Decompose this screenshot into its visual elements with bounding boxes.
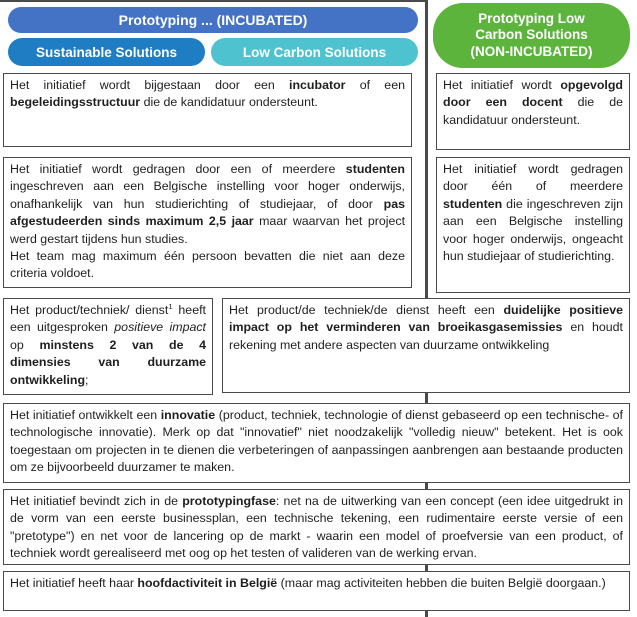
top-border-line bbox=[0, 0, 428, 2]
box-ghg-impact: Het product/de techniek/de dienst heeft een duidelijke positieve impact op het verminderen van broeikasgasemissies en houdt rekening met andere aspecten van duurzame ontwikkeling bbox=[222, 298, 630, 393]
sustainable-solutions-pill: Sustainable Solutions bbox=[8, 38, 205, 66]
low-carbon-solutions-pill: Low Carbon Solutions bbox=[211, 38, 418, 66]
box-innovation: Het initiatief ontwikkelt een innovatie (product, techniek, technologie of dienst gebaseerd op een technische- of technologische innovatie). Merk op dat "innovatief" niet noodzakelijk "volledig nieuw" betekent. Het is ook toegestaan om projecten in te dienen die verbeteringen of aanpassingen aanbrengen aan bestaande producten om ze bijvoorbeeld duurzamer te maken. bbox=[3, 403, 630, 483]
incubated-header: Prototyping ... (INCUBATED) bbox=[8, 7, 418, 33]
box-incubator-support: Het initiatief wordt bijgestaan door een incubator of een begeleidingsstructuur die de kandidatuur ondersteunt. bbox=[3, 73, 412, 147]
box-students-incubated: Het initiatief wordt gedragen door een of meerdere studenten ingeschreven aan een Belgische instelling voor hoger onderwijs, onafhankelijk van hun studierichting of studiejaar, of door pas afgestudeerden sinds maximum 2,5 jaar maar waarvan het project werd gestart tijdens hun studies. Het team mag maximum één persoon bevatten die niet aan deze criteria voldoet. bbox=[3, 157, 412, 288]
box-docent-support: Het initiatief wordt opgevolgd door een docent die de kandidatuur ondersteunt. bbox=[436, 73, 630, 150]
box-sustainability-impact: Het product/techniek/ dienst$^1$ heeft een uitgesproken positieve impact op minstens 2 van de 4 dimensies van duurzame ontwikkeling; bbox=[3, 298, 213, 395]
box-belgium-activity: Het initiatief heeft haar hoofdactiviteit in België (maar mag activiteiten hebben die buiten België doorgaan.) bbox=[3, 571, 630, 611]
non-incubated-header: Prototyping Low Carbon Solutions (NON-INCUBATED) bbox=[433, 3, 630, 68]
box-students-non-incubated: Het initiatief wordt gedragen door één of meerdere studenten die ingeschreven zijn aan een Belgische instelling voor hoger onderwijs, ongeacht hun studiejaar of studierichting. bbox=[436, 157, 630, 293]
box-prototyping-phase: Het initiatief bevindt zich in de prototypingfase: net na de uitwerking van een concept (een idee uitgedrukt in de vorm van een eerste businessplan, een technische tekening, een rudimentaire eerste versie of een "pretotype") en net voor de lancering op de markt - waarin een model of proefversie van een product, of techniek wordt gerealiseerd met oog op het testen of valideren van de werking ervan. bbox=[3, 489, 630, 565]
